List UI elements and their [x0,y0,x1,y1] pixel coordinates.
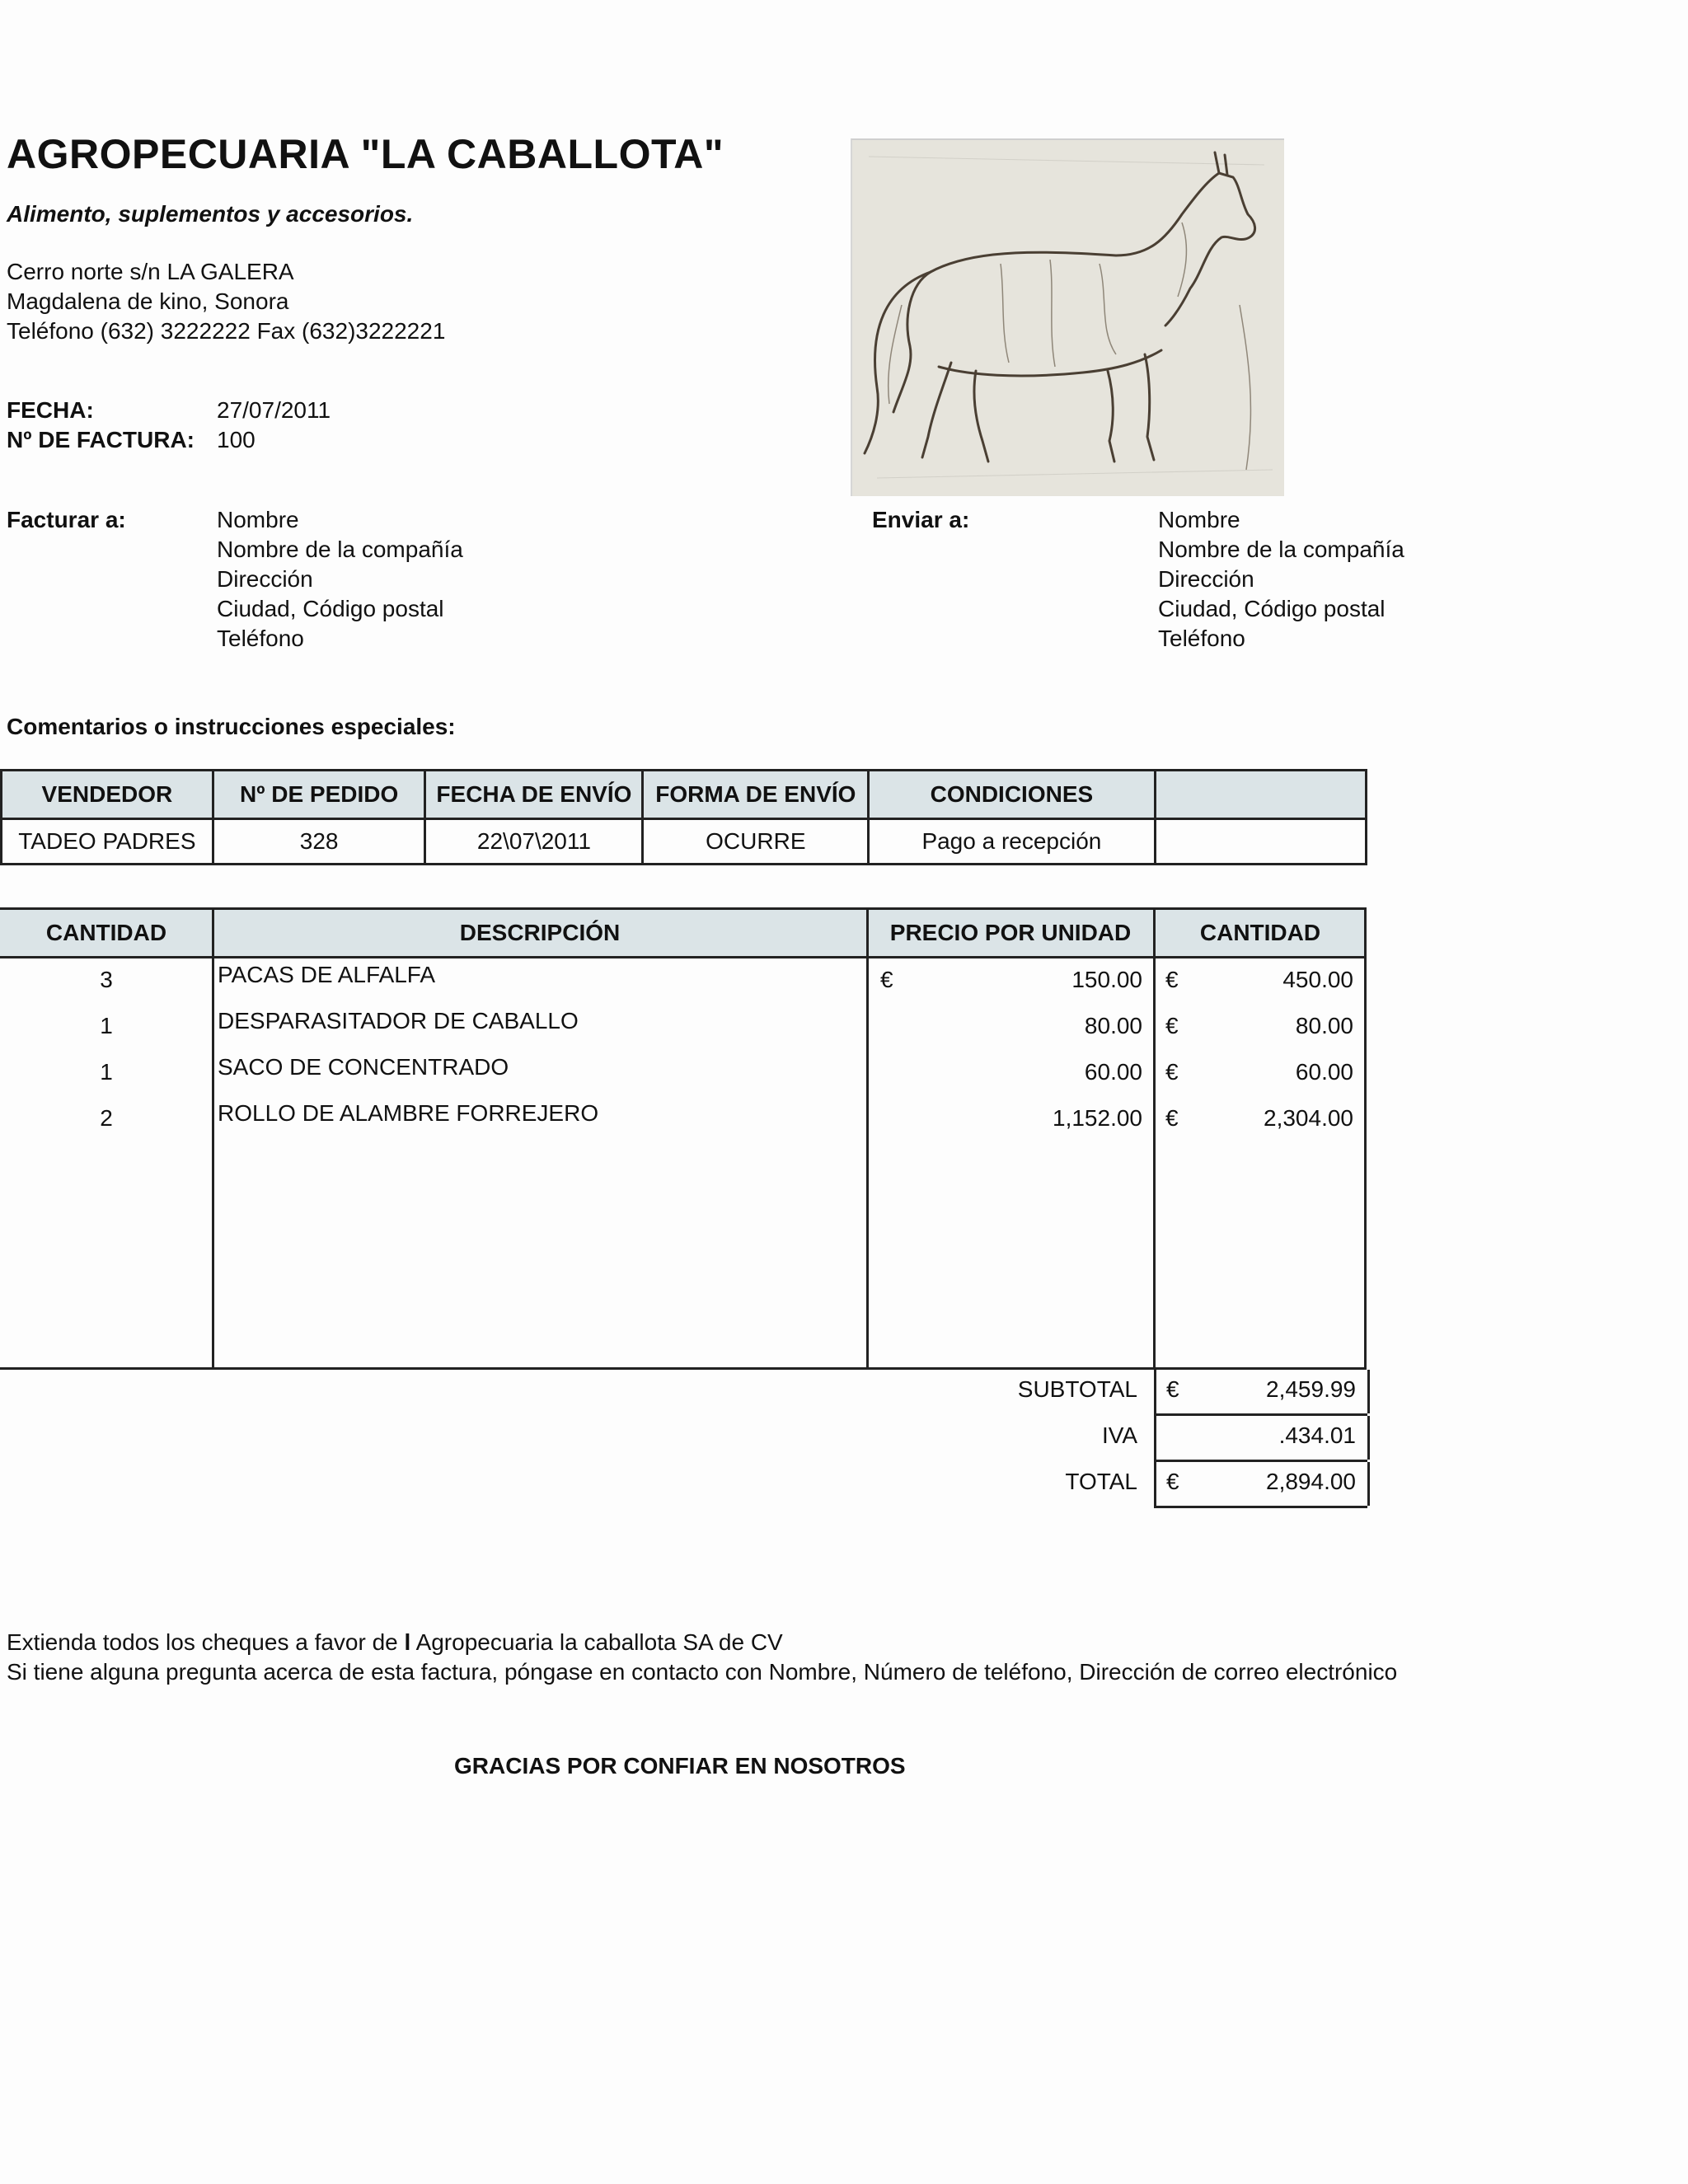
order-info-value-row [2,819,1367,865]
value-empty [1155,819,1366,865]
row-amount-cell [1165,957,1353,1003]
company-name: AGROPECUARIA "LA CABALLOTA" [7,131,724,177]
value-forma-envio: OCURRE [643,819,869,865]
total-currency: € [1166,1469,1179,1494]
subtotal-currency: € [1166,1376,1179,1402]
company-tagline: Alimento, suplementos y accesorios. [7,201,414,227]
bill-to-name: Nombre [217,507,299,532]
header-descripcion: DESCRIPCIÓN [459,920,621,945]
checks-suffix: Agropecuaria la caballota SA de CV [410,1629,783,1655]
row-unit-price: 150.00 [1071,967,1142,992]
table-row [0,1095,1367,1141]
row-amount: 80.00 [1295,1013,1353,1038]
company-address-line-1: Cerro norte s/n LA GALERA [7,259,294,284]
row-amount: 2,304.00 [1264,1105,1353,1131]
order-info-header-row [2,771,1367,819]
row-amount: 450.00 [1282,967,1353,992]
header-numero-pedido: Nº DE PEDIDO [213,771,425,819]
ship-to-label: Enviar a: [872,507,970,532]
row-amount-cell [1165,1049,1353,1095]
row-qty: 2 [100,1105,113,1131]
row-description: SACO DE CONCENTRADO [218,1054,509,1080]
row-unit-price: 60.00 [1084,1059,1142,1085]
ship-to-city: Ciudad, Código postal [1158,596,1386,621]
row-amount-cell [1165,1095,1353,1141]
subtotal-label: SUBTOTAL [1017,1376,1137,1402]
header-precio-unidad: PRECIO POR UNIDAD [889,920,1132,945]
row-qty: 1 [100,1059,113,1085]
row-qty: 3 [100,967,113,992]
header-cantidad: CANTIDAD [45,920,167,945]
table-row [0,1003,1367,1049]
horse-sketch-image [851,138,1284,496]
row-unit-price-cell [880,957,1142,1003]
row-qty: 1 [100,1013,113,1038]
row-amount-currency: € [1165,967,1179,992]
ship-to-phone: Teléfono [1158,626,1245,651]
bill-to-address: Dirección [217,566,313,592]
checks-payable-note [7,1629,783,1656]
invoice-date-label: FECHA: [7,397,94,423]
header-empty [1155,771,1366,819]
table-row [0,957,1367,1003]
row-description: PACAS DE ALFALFA [218,962,436,987]
company-phone-fax: Teléfono (632) 3222222 Fax (632)3222221 [7,318,446,344]
subtotal-value: 2,459.99 [1266,1376,1356,1402]
row-unit-price-cell [880,1003,1142,1049]
ship-to-company: Nombre de la compañía [1158,537,1404,562]
checks-mark: l [404,1629,411,1655]
row-amount-currency: € [1165,1105,1179,1131]
row-unit-price-cell [880,1049,1142,1095]
bill-to-label: Facturar a: [7,507,126,532]
value-condiciones: Pago a recepción [869,819,1155,865]
contact-note: Si tiene alguna pregunta acerca de esta factura, póngase en contacto con Nombre, Número de teléfono, Dirección de correo electrónico [7,1659,1398,1685]
header-importe: CANTIDAD [1199,920,1321,945]
row-description: ROLLO DE ALAMBRE FORREJERO [218,1100,599,1126]
table-row [0,1049,1367,1095]
header-forma-envio: FORMA DE ENVÍO [643,771,869,819]
row-amount-currency: € [1165,1013,1179,1038]
ship-to-name: Nombre [1158,507,1240,532]
value-fecha-envio: 22\07\2011 [425,819,643,865]
bill-to-phone: Teléfono [217,626,304,651]
horse-sketch-illustration [852,140,1284,496]
subtotal-box [1154,1370,1370,1413]
row-amount-cell [1165,1003,1353,1049]
total-label: TOTAL [1065,1469,1137,1494]
row-unit-price: 1,152.00 [1053,1105,1142,1131]
header-fecha-envio: FECHA DE ENVÍO [425,771,643,819]
row-amount-currency: € [1165,1059,1179,1085]
company-address-line-2: Magdalena de kino, Sonora [7,288,289,314]
value-numero-pedido: 328 [213,819,425,865]
order-info-table [0,769,1367,865]
checks-prefix: Extienda todos los cheques a favor de [7,1629,405,1655]
total-box [1154,1462,1370,1506]
iva-box [1154,1416,1370,1460]
header-condiciones: CONDICIONES [869,771,1155,819]
totals-bottom-border [1154,1506,1367,1508]
bill-to-city: Ciudad, Código postal [217,596,444,621]
ship-to-address: Dirección [1158,566,1254,592]
header-vendedor: VENDEDOR [2,771,213,819]
invoice-number: 100 [217,427,256,452]
row-unit-price: 80.00 [1084,1013,1142,1038]
bill-to-company: Nombre de la compañía [217,537,463,562]
iva-value: .434.01 [1278,1422,1356,1448]
row-unit-price-cell [880,1095,1142,1141]
row-unit-currency: € [880,967,893,992]
value-vendedor: TADEO PADRES [2,819,213,865]
row-amount: 60.00 [1295,1059,1353,1085]
invoice-date: 27/07/2011 [217,397,331,423]
row-description: DESPARASITADOR DE CABALLO [218,1008,579,1033]
invoice-number-label: Nº DE FACTURA: [7,427,195,452]
iva-label: IVA [1101,1422,1137,1448]
total-value: 2,894.00 [1266,1469,1356,1494]
comments-label: Comentarios o instrucciones especiales: [7,714,456,739]
thanks-message: GRACIAS POR CONFIAR EN NOSOTROS [454,1753,906,1779]
